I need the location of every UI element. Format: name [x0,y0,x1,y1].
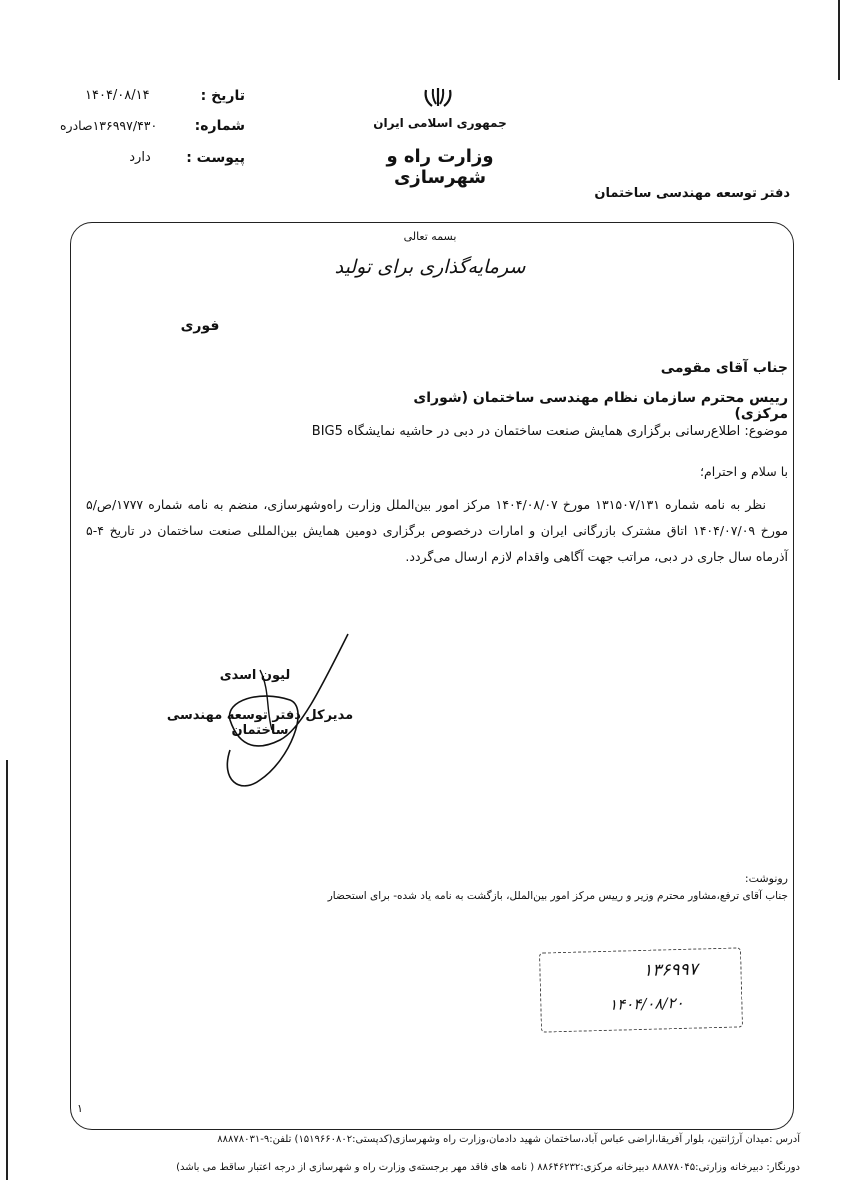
scan-edge-line [6,760,8,1180]
footer-fax: دورنگار: دبیرخانه وزارتی:۸۸۸۷۸۰۴۵ دبیرخانه مرکزی:۸۸۶۴۶۲۳۲ ( نامه های فاقد مهر برجسته‌ی وزارت راه و شهرسازی از درجه اعتبار ساقط می باشد) [176,1162,800,1173]
office-title: دفتر توسعه مهندسی ساختمان [594,186,790,201]
recipient-name: جناب آقای مقومی [660,360,788,376]
number-label: شماره: [194,118,245,134]
bismillah: بسمه تعالی [403,230,457,243]
priority-label: فوری [180,318,220,334]
ministry-title: وزارت راه و شهرسازی [386,146,494,188]
attachment-label: پیوست : [186,150,245,166]
recipient-title: رییس محترم سازمان نظام مهندسی ساختمان (شورای مرکزی) [413,390,788,422]
scan-edge-line [838,0,840,80]
receipt-stamp [539,947,743,1032]
greeting: با سلام و احترام؛ [700,464,788,479]
letter-body: نظر به نامه شماره ۱۳۱۵۰۷/۱۳۱ مورخ ۱۴۰۴/۰۸/۰۷ مرکز امور بین‌الملل وزارت راه‌وشهرسازی، منضم به نامه شماره ۱۷۷۷/ص/۵ مورخ ۱۴۰۴/۰۷/۰۹ اتاق مشترک بازرگانی ایران و امارات درخصوص برگزاری دومین همایش بین‌المللی صنعت ساختمان در تاریخ ۴-۵ آذرماه سال جاری در دبی، مراتب جهت آگاهی واقدام لازم ارسال می‌گردد. [86,497,789,564]
iran-emblem-icon [420,86,456,110]
cc-label: رونوشت: [744,872,788,885]
signer-name: لیون اسدی [219,668,291,683]
motto: سرمایه‌گذاری برای تولید [334,256,526,278]
republic-title: جمهوری اسلامی ایران [373,116,507,130]
stamp-number: ۱۳۶۹۹۷ [642,959,699,981]
date-label: تاریخ : [200,88,245,104]
attachment-value: دارد [129,150,151,165]
page-number: ۱ [77,1102,83,1115]
date-value: ۱۴۰۴/۰۸/۱۴ [85,88,150,103]
footer-address: آدرس :میدان آرژانتین، بلوار آفریقا،اراضی عباس آباد،ساختمان شهید دادمان،وزارت راه وشهرسازی(کدپستی:۱۵۱۹۶۶۰۸۰۲) تلفن:۹-۸۸۸۷۸۰۳۱ [217,1134,800,1145]
number-value: ۱۳۶۹۹۷/۴۳۰صادره [60,118,158,133]
cc-text: جناب آقای ترفع،مشاور محترم وزیر و رییس مرکز امور بین‌الملل، بازگشت به نامه یاد شده- برای استحضار [327,890,788,902]
signer-title: مدیرکل دفتر توسعه مهندسی ساختمان [166,708,354,738]
subject-line: موضوع: اطلاع‌رسانی برگزاری همایش صنعت ساختمان در دبی در حاشیه نمایشگاه BIG5 [311,424,788,439]
stamp-date: ۱۴۰۴/۰۸/۲۰ [608,993,684,1014]
